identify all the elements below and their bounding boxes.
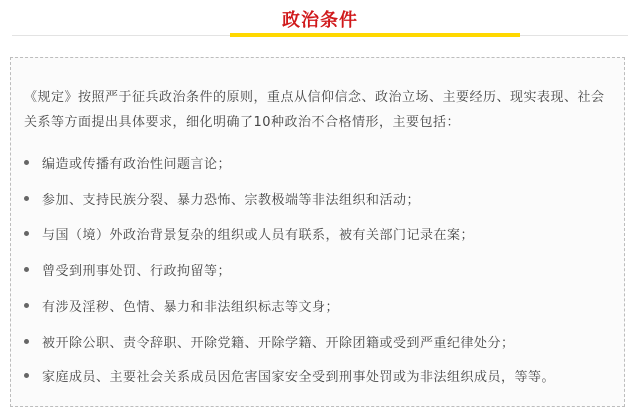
list-item — [24, 187, 614, 209]
list-item — [24, 294, 614, 316]
list-item — [24, 222, 614, 244]
list-item-text: 参加、支持民族分裂、暴力恐怖、宗教极端等非法组织和活动； — [42, 192, 421, 208]
section-header — [0, 0, 640, 44]
list-item-text: 有涉及淫秽、色情、暴力和非法组织标志等文身； — [42, 299, 340, 315]
list-item-text: 曾受到刑事处罚、行政拘留等； — [42, 263, 232, 279]
bullet-dot-icon — [24, 160, 29, 165]
list-item-text: 被开除公职、责令辞职、开除党籍、开除学籍、开除团籍或受到严重纪律处分； — [42, 335, 515, 351]
list-item — [24, 258, 614, 280]
list-item — [24, 330, 614, 352]
section-title: 政治条件 — [282, 10, 358, 31]
list-item-text: 与国（境）外政治背景复杂的组织或人员有联系，被有关部门记录在案； — [42, 227, 475, 243]
bullet-dot-icon — [24, 373, 29, 378]
intro-paragraph: 《规定》按照严于征兵政治条件的原则，重点从信仰信念、政治立场、主要经历、现实表现、社会关系等方面提出具体要求，细化明确了10种政治不合格情形，主要包括： — [24, 90, 605, 130]
bullet-dot-icon — [24, 339, 29, 344]
list-item — [24, 151, 614, 173]
bullet-dot-icon — [24, 267, 29, 272]
list-item-text: 编造或传播有政治性问题言论； — [42, 156, 232, 172]
bullet-dot-icon — [24, 231, 29, 236]
title-underline-accent — [230, 33, 520, 37]
list-item-text: 家庭成员、主要社会关系成员因危害国家安全受到刑事处罚或为非法组织成员，等等。 — [42, 369, 556, 385]
bullet-dot-icon — [24, 303, 29, 308]
bullet-dot-icon — [24, 196, 29, 201]
list-item — [24, 364, 614, 386]
